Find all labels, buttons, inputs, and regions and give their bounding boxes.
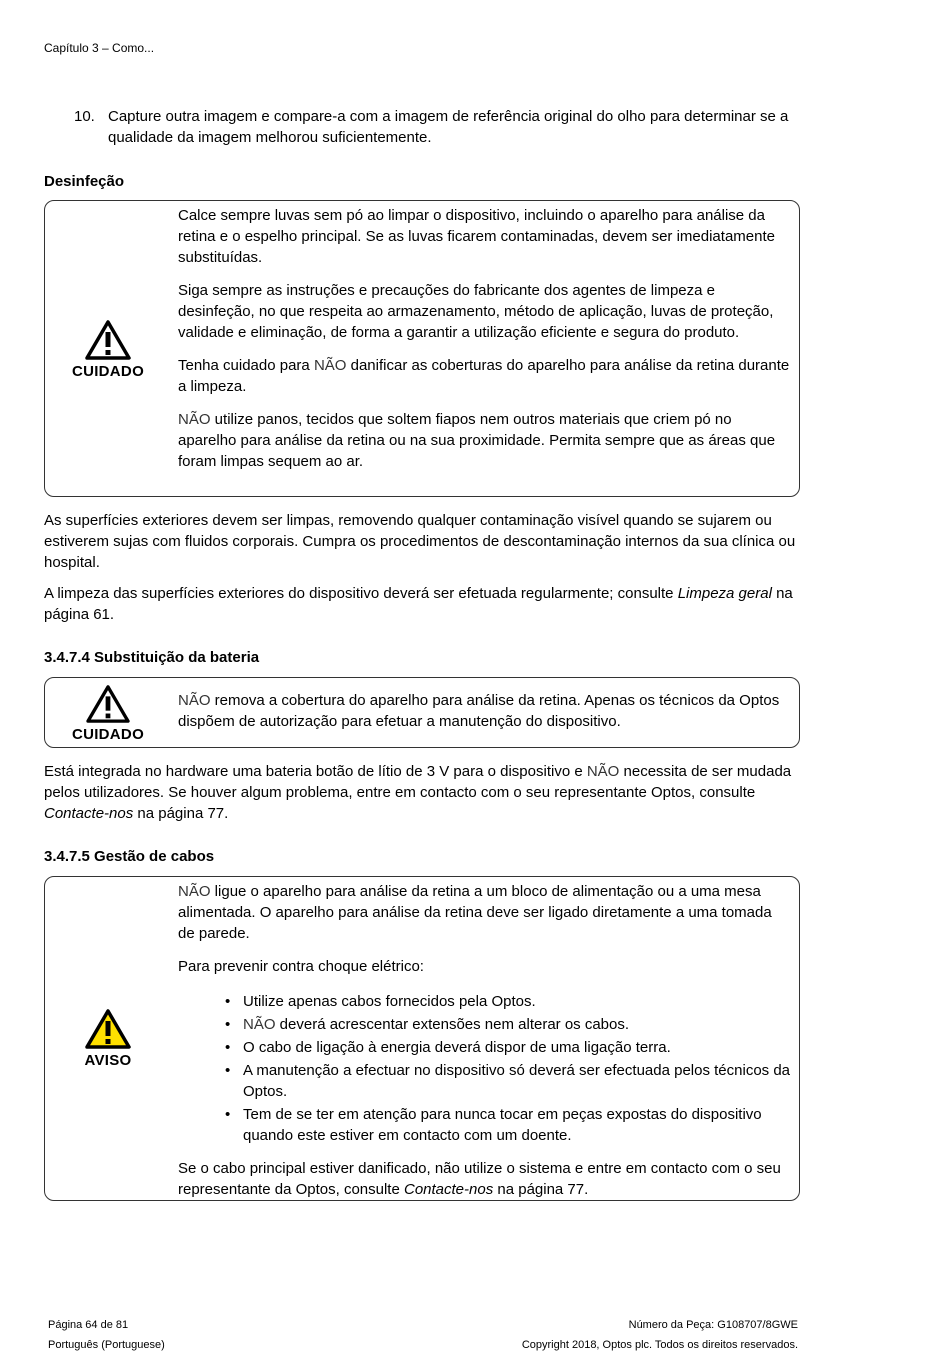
warning-paragraph-power: NÃO ligue o aparelho para análise da retina a um bloco de alimentação ou a uma mesa alimentada. O aparelho para análise da retina deve ser ligado diretamente a uma tomada de parede. xyxy=(178,883,772,942)
step-text: Capture outra imagem e compare-a com a imagem de referência original do olho para determinar se a qualidade da imagem melhorou suficientemente. xyxy=(108,108,789,146)
caution-paragraph-cover: NÃO remova a cobertura do aparelho para análise da retina. Apenas os técnicos da Optos dispõem de autorização para efetuar a manutenção do dispositivo. xyxy=(178,692,780,730)
caution-label: CUIDADO xyxy=(71,363,145,380)
link-limpeza-geral[interactable]: Limpeza geral xyxy=(677,585,772,602)
warning-triangle-icon xyxy=(84,684,132,724)
warning-content xyxy=(178,881,790,1200)
caution-paragraph-instructions: Siga sempre as instruções e precauções do fabricante dos agentes de limpeza e desinfeção, no que respeita ao armazenamento, método de aplicação, luvas de proteção, validade e eliminação, de forma a garantir a utilização eficiente e segura do produto. xyxy=(178,282,774,341)
body-paragraph-surfaces: As superfícies exteriores devem ser limpas, removendo qualquer contaminação visível quando se sujarem ou estiverem sujas com fluidos corporais. Cumpra os procedimentos de descontaminação internos da sua clínica ou hospital. xyxy=(44,512,796,571)
warning-triangle-yellow-icon xyxy=(84,1008,132,1050)
warning-triangle-icon xyxy=(84,319,132,361)
body-paragraph-cleaning: A limpeza das superfícies exteriores do dispositivo deverá ser efetuada regularmente; consulte Limpeza geral na página 61. xyxy=(44,585,793,623)
list-item: • Tem de se ter em atenção para nunca tocar em peças expostas do dispositivo quando este estiver em contacto com um doente. xyxy=(243,1104,790,1146)
list-item: • NÃO deverá acrescentar extensões nem alterar os cabos. xyxy=(243,1014,790,1035)
footer-part-number: Número da Peça: G108707/8GWE xyxy=(628,1319,798,1331)
warning-bullet-list xyxy=(178,991,790,1146)
caution-label: CUIDADO xyxy=(71,726,145,743)
section-heading-disinfection: Desinfeção xyxy=(44,173,125,190)
warning-box-cables xyxy=(44,876,800,1201)
section-heading-cables: 3.4.7.5 Gestão de cabos xyxy=(44,848,215,865)
link-contacte-nos[interactable]: Contacte-nos xyxy=(403,1181,494,1198)
footer-language: Português (Portuguese) xyxy=(48,1339,165,1351)
link-contacte-nos[interactable]: Contacte-nos xyxy=(44,805,134,822)
body-paragraph-battery: Está integrada no hardware uma bateria botão de lítio de 3 V para o dispositivo e NÃO necessita de ser mudada pelos utilizadores. Se houver algum problema, entre em contacto com o seu representante Optos, consulte Contacte-nos na página 77. xyxy=(44,763,792,822)
caution-content xyxy=(178,690,790,732)
caution-icon-group xyxy=(45,319,171,380)
caution-content xyxy=(178,205,790,472)
caution-paragraph-cloths: NÃO utilize panos, tecidos que soltem fiapos nem outros materiais que criem pó no aparelho para análise da retina ou na sua proximidade. Permita sempre que as áreas que foram limpas sequem ao ar. xyxy=(178,411,776,470)
caution-box-battery xyxy=(44,677,800,748)
footer-copyright: Copyright 2018, Optos plc. Todos os direitos reservados. xyxy=(521,1339,798,1351)
running-header: Capítulo 3 – Como... xyxy=(44,41,155,55)
footer-page-number: Página 64 de 81 xyxy=(48,1319,129,1331)
caution-icon-group xyxy=(45,684,171,743)
warning-label: AVISO xyxy=(84,1052,132,1069)
list-item: • O cabo de ligação à energia deverá dispor de uma ligação terra. xyxy=(243,1037,790,1058)
warning-paragraph-shock: Para prevenir contra choque elétrico: xyxy=(178,958,424,975)
section-heading-battery: 3.4.7.4 Substituição da bateria xyxy=(44,649,260,666)
battery-body xyxy=(44,761,802,834)
caution-box-disinfection xyxy=(44,200,800,497)
list-item: • Utilize apenas cabos fornecidos pela Optos. xyxy=(243,991,790,1012)
list-item: • A manutenção a efectuar no dispositivo só deverá ser efectuada pelos técnicos da Optos. xyxy=(243,1060,790,1102)
step-number: 10. xyxy=(74,108,95,125)
caution-paragraph-covers: Tenha cuidado para NÃO danificar as coberturas do aparelho para análise da retina durante a limpeza. xyxy=(178,357,790,395)
warning-icon-group xyxy=(45,1008,171,1069)
disinfection-body xyxy=(44,510,802,635)
caution-paragraph-gloves: Calce sempre luvas sem pó ao limpar o dispositivo, incluindo o aparelho para análise da retina e o espelho principal. Se as luvas ficarem contaminadas, devem ser imediatamente substituídas. xyxy=(178,207,775,266)
warning-paragraph-damaged-cable: Se o cabo principal estiver danificado, não utilize o sistema e entre em contacto com o seu representante da Optos, consulte Contacte-nos na página 77. xyxy=(178,1160,781,1198)
